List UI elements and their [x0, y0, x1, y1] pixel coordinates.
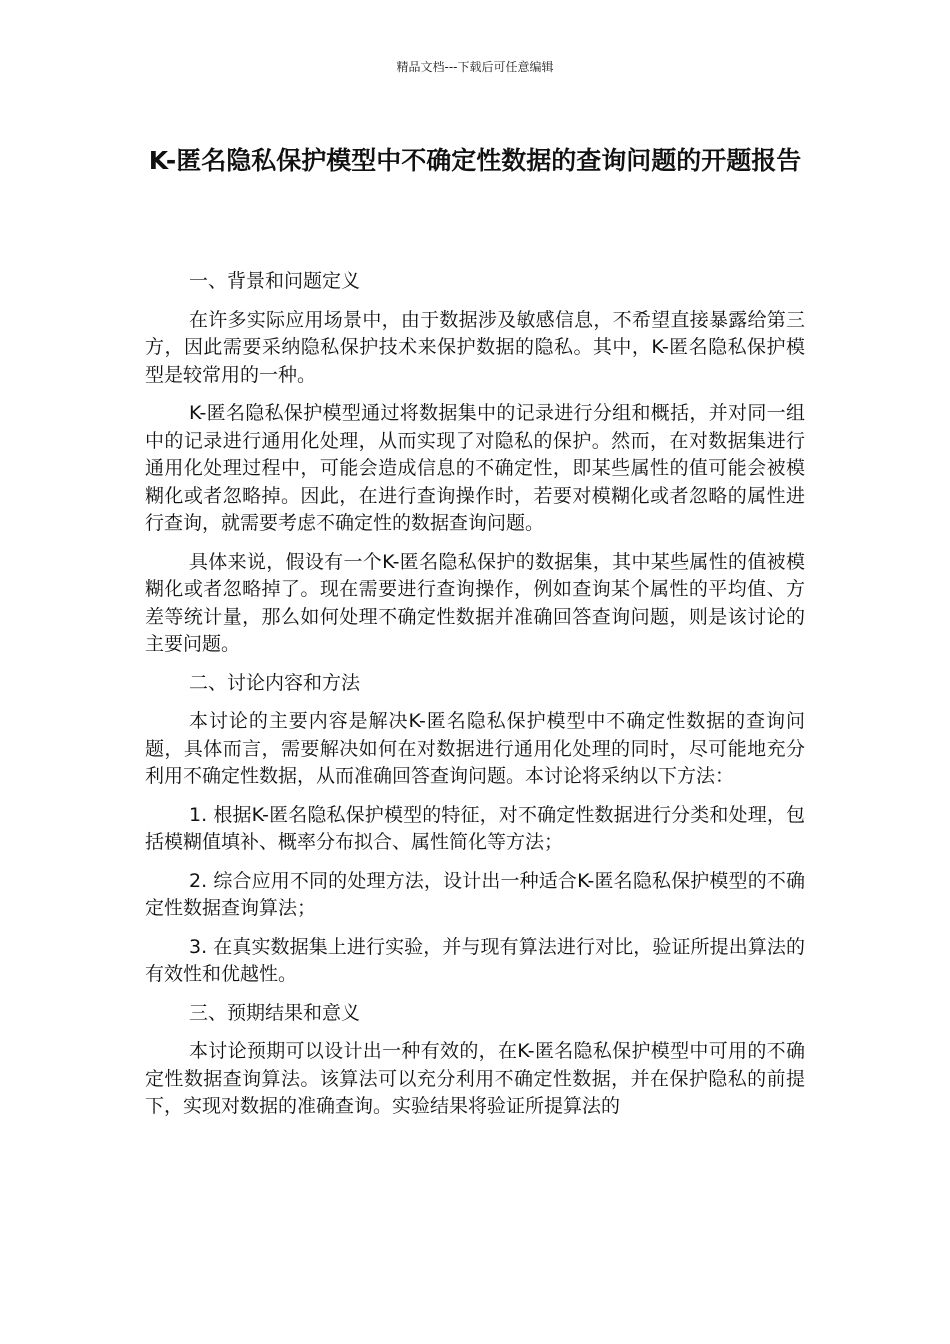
- document-body: [145, 268, 805, 1132]
- paragraph: 在许多实际应用场景中，由于数据涉及敏感信息，不希望直接暴露给第三方，因此需要采纳隐私保护技术来保护数据的隐私。其中，K-匿名隐私保护模型是较常用的一种。: [145, 308, 805, 386]
- list-item: 3. 在真实数据集上进行实验，并与现有算法进行对比，验证所提出算法的有效性和优越性。: [145, 935, 805, 985]
- section-heading: 一、背景和问题定义: [189, 270, 361, 292]
- header-note: 精品文档---下载后可任意编辑: [396, 60, 554, 74]
- list-item: 1. 根据K-匿名隐私保护模型的特征，对不确定性数据进行分类和处理，包括模糊值填补、概率分布拟合、属性简化等方法；: [145, 803, 805, 853]
- list-item: 2. 综合应用不同的处理方法，设计出一种适合K-匿名隐私保护模型的不确定性数据查询算法；: [145, 869, 805, 919]
- paragraph: K-匿名隐私保护模型通过将数据集中的记录进行分组和概括，并对同一组中的记录进行通用化处理，从而实现了对隐私的保护。然而，在对数据集进行通用化处理过程中，可能会造成信息的不确定性，即某些属性的值可能会被模糊化或者忽略掉。因此，在进行查询操作时，若要对模糊化或者忽略的属性进行查询，就需要考虑不确定性的数据查询问题。: [145, 402, 805, 534]
- paragraph: 本讨论预期可以设计出一种有效的，在K-匿名隐私保护模型中可用的不确定性数据查询算法。该算法可以充分利用不确定性数据，并在保护隐私的前提下，实现对数据的准确查询。实验结果将验证所提算法的: [145, 1040, 805, 1117]
- document-title: K-匿名隐私保护模型中不确定性数据的查询问题的开题报告: [148, 146, 802, 175]
- paragraph: 本讨论的主要内容是解决K-匿名隐私保护模型中不确定性数据的查询问题，具体而言，需要解决如何在对数据进行通用化处理的同时，尽可能地充分利用不确定性数据，从而准确回答查询问题。本讨论将采纳以下方法：: [145, 710, 805, 787]
- section-heading: 二、讨论内容和方法: [189, 671, 361, 694]
- paragraph: 具体来说，假设有一个K-匿名隐私保护的数据集，其中某些属性的值被模糊化或者忽略掉了。现在需要进行查询操作，例如查询某个属性的平均值、方差等统计量，那么如何处理不确定性数据并准确回答查询问题，则是该讨论的主要问题。: [145, 550, 805, 655]
- section-heading: 三、预期结果和意义: [189, 1001, 361, 1024]
